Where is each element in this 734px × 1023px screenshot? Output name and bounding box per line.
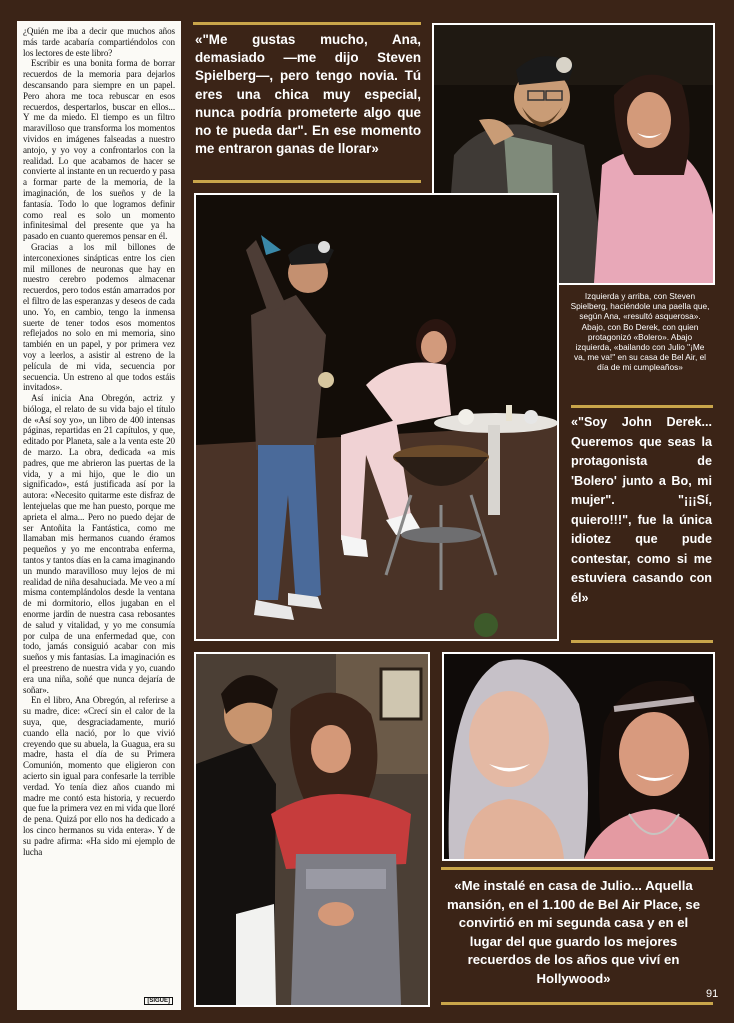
pull-quote-julio: «Me instalé en casa de Julio... Aquella mansión, en el 1.100 de Bel Air Place, se convirtió en mi segunda casa y en el lugar del que guardo los mejores recuerdos de los años que viví en Hollywood» <box>446 878 701 986</box>
paragraph-4: Así inicia Ana Obregón, actriz y bióloga, el relato de su vida bajo el título de «Así soy yo», un libro de 400 intensas páginas, repartidas en 21 capítulos, y que, editado por Planeta, sale a la venta este 20 de marzo. La obra, dedicada «a mis padres, que me abrieron las puertas de la vida, y a mi hijo, que le dio un significado», está justificada así por la autora: «Necesito quitarme este disfraz de lentejuelas que me han puesto, porque me aprieta el alma... Pero no puedo dejar de ser Antoñita la Fantástica, como me llamaban mis hermanos cuando éramos pequeños y yo me encontraba enferma, tantos y tantos días en la cama imaginando un mundo maravilloso muy lejos de mi realidad de niña desahuciada. Me veo a mí misma contemplándolos desde la ventana de mi dormitorio, ellos jugaban en el enorme jardín de nuestra casa rebosantes de salud y vitalidad, y yo me consumía por culpa de una enfermedad que, con todo, jamás consiguió acabar con mis sueños y mis fantasías. La imaginación es el preestreno de nuestra vida y yo, cuando era una niña, soñé que nunca dejaría de soñar». <box>23 393 175 695</box>
quote-rule-top <box>193 22 421 25</box>
paragraph-3: Gracias a los mil billones de interconexiones sinápticas entre los cien mil millones de neuronas que hay en nuestro cerebro podemos almacenar recuerdos, pero todos están amarrados por el filtro de las esperanzas y deseos de cada uno. Yo, en cambio, tengo la inmensa suerte de tener todos esos momentos reflejados no solo en mi memoria, sino también en un papel, y por primera vez voy a leerlos, a asistir al estreno de la película de mi vida, secuencia por secuencia. Un estreno al que todos estáis invitados». <box>23 241 175 393</box>
quote-rule-bottom-end <box>441 1002 713 1005</box>
paragraph-2: Escribir es una bonita forma de borrar recuerdos de la memoria para dejarlos descansando para siempre en un papel. Pero ahora me toca rebuscar en esos recuerdos, despertarlos, buscar en ellos... Y me da miedo. El tiempo es un filtro maravilloso que transforma los momentos vividos en imágenes falseadas a nuestro antojo, y yo voy a confrontarlos con la realidad. Lo que acabamos de hacer se convierte al instante en un recuerdo y pasa a formar parte de la memoria, de la imaginación, de los sueños y de la fantasía. Todo lo que logramos definir como real es solo un momento infinitesimal del presente que ya ha pasado en cuanto queremos pensar en él. <box>23 58 175 242</box>
photo-bo-derek-ana <box>442 652 715 861</box>
photo-paella-scene <box>194 193 559 641</box>
photo-bo-derek-ana-image <box>444 654 713 859</box>
quote-rule-mid-end <box>571 640 713 643</box>
pull-quote-spielberg: «"Me gustas mucho, Ana, demasiado —me dijo Steven Spielberg—, pero tengo novia. Tú eres una chica muy especial, nunca podría prometerte algo que no te pueda dar". En ese momento me entraron ganas de llorar» <box>195 32 421 157</box>
photo-caption: Izquierda y arriba, con Steven Spielberg, haciéndole una paella que, según Ana, «resultó asquerosa». Abajo, con Bo Derek, con quien protagonizó «Bolero». Abajo izquierda, «bailando con Julio "¡Me va, me va!" en su casa de Bel Air, el día de mi cumpleaños» <box>570 291 710 373</box>
quote-rule-mid <box>571 405 713 408</box>
quote-rule-bottom <box>441 867 713 870</box>
article-text-column <box>17 21 181 1010</box>
continues-marker: [SIGUE] <box>144 997 173 1005</box>
paragraph-1: ¿Quién me iba a decir que muchos años más tarde acabaría compartiéndolos con los lectores de este libro? <box>23 26 175 58</box>
paragraph-5: En el libro, Ana Obregón, al referirse a su madre, dice: «Crecí sin el calor de la suya, que, desgraciadamente, murió cuando ella nació, por lo que vivió creyendo que su abuela, la Guagua, era su madre, hasta el día de su Primera Comunión, momento que eligieron con acierto sin igual para confesarle la terrible verdad. Yo tenía diez años cuando mi madre me contó esta historia, y recuerdo que fue la primera vez en mi vida que lloré de pena. Quizá por ello nos ha dedicado a los cinco hermanos su vida entera». Y de su padre afirma: «Ha sido mi ejemplo de lucha <box>23 695 175 857</box>
photo-paella-scene-image <box>196 195 557 639</box>
pull-quote-john-derek: «"Soy John Derek... Queremos que seas la protagonista de 'Bolero' junto a Bo, mi mujer". "¡¡¡Sí, quiero!!!", fue la única idiotez que pude contestar, como si me estuviera casando con él» <box>571 415 712 605</box>
page-number: 91 <box>706 988 719 1000</box>
quote-rule-top-end <box>193 180 421 183</box>
photo-dancing-julio-image <box>196 654 428 1005</box>
photo-dancing-julio <box>194 652 430 1007</box>
